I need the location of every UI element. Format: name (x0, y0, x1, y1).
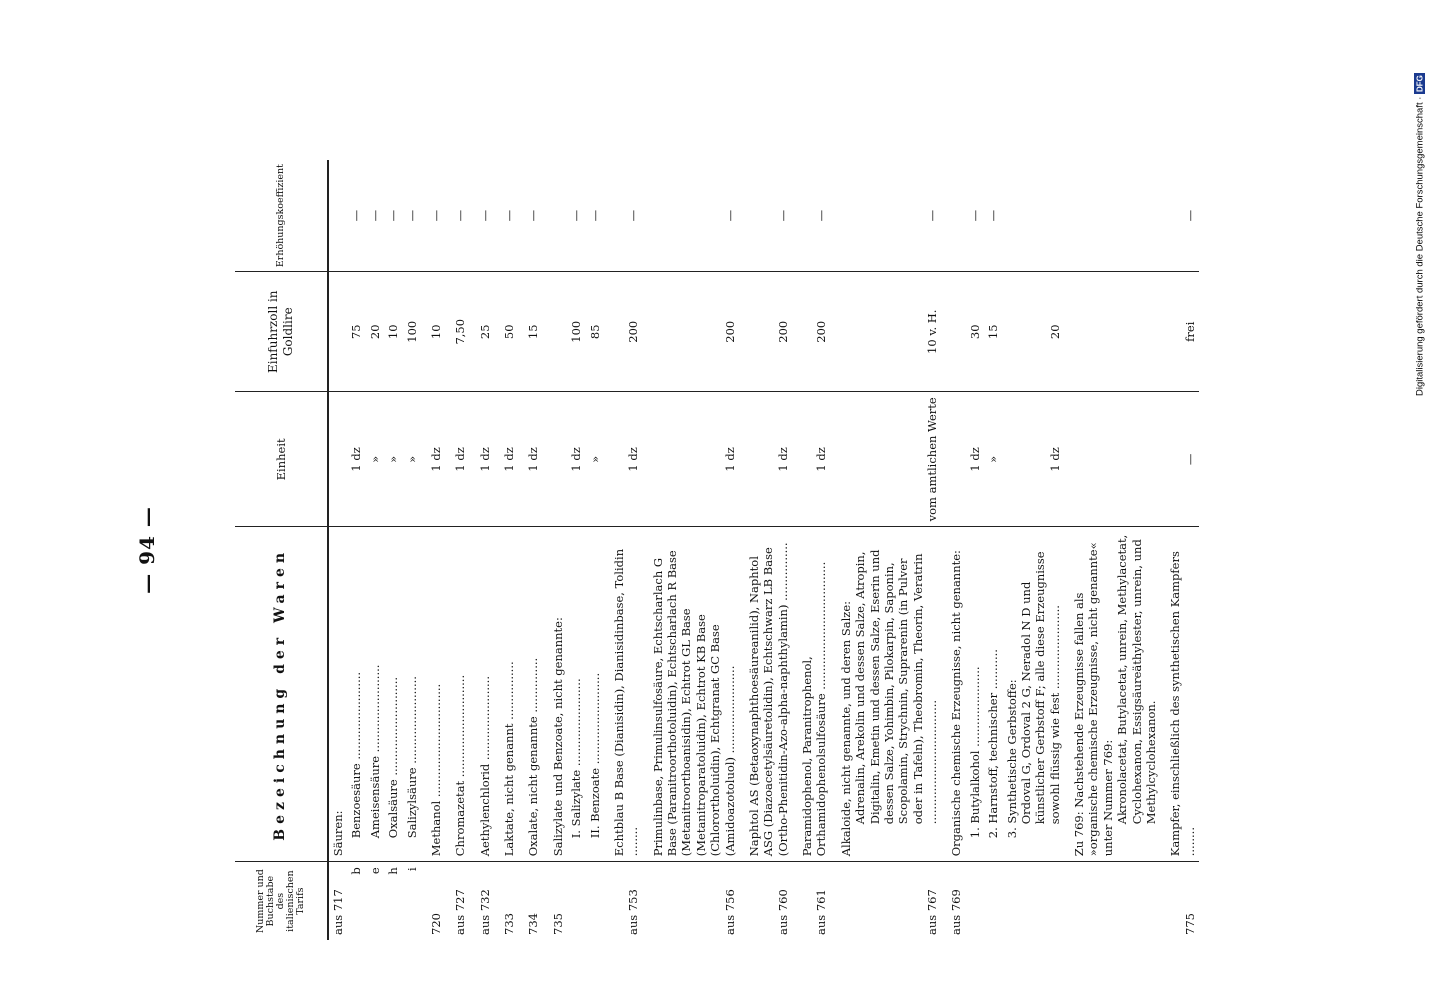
coefficient-cell: — (586, 160, 604, 272)
header-number: Nummer und Buchstabe des italienischen Tarifs (235, 862, 328, 940)
goods-description (518, 527, 542, 862)
unit-cell: 1 dz (1003, 392, 1065, 527)
table-row (643, 160, 739, 940)
description-line: Methanol ............................... (428, 683, 443, 857)
tariff-number: 735 (550, 913, 565, 935)
rate-cell: 7,50 (445, 272, 469, 392)
goods-description (384, 527, 402, 862)
rate-cell: 25 (470, 272, 494, 392)
goods-description (421, 527, 445, 862)
coefficient-cell (328, 160, 347, 272)
unit-cell: 1 dz (966, 392, 984, 527)
header-description: Bezeichnung der Waren (235, 527, 328, 862)
tariff-number (567, 862, 585, 940)
coefficient-cell: — (445, 160, 469, 272)
coefficient-cell: — (1160, 160, 1199, 272)
unit-cell: » (403, 392, 421, 527)
tariff-number: aus 727 (453, 889, 468, 935)
table-row (347, 160, 365, 940)
description-line: Salizylate und Benzoate, nicht genannte: (550, 617, 565, 857)
table-row (966, 160, 984, 940)
unit-cell: 1 dz (518, 392, 542, 527)
coefficient-cell: — (421, 160, 445, 272)
table-row (328, 160, 347, 940)
table-row (445, 160, 469, 940)
table-row (941, 160, 965, 940)
goods-description (984, 527, 1002, 862)
goods-description (586, 527, 604, 862)
description-line: Aethylenchlorid ....................... (477, 676, 492, 857)
coefficient-cell: — (604, 160, 643, 272)
description-line: Adrenalin, Arekolin und dessen Salze, Atropin, Digitalin, Emetin und dessen Salze, Eserin und dessen Salze, Yohimbin, Pilokarpin, Saponin, Scopolamin, Strychnin, Suprarenin (in Pulver oder in Tafeln), Theobromin, Theorin, Veratrin .................................. (853, 549, 939, 825)
description-line: Chromazetat ............................ (453, 674, 468, 857)
coefficient-cell: — (494, 160, 518, 272)
rate-cell: 75 (347, 272, 365, 392)
description-line: 2. Harnstoff, technischer ........... (986, 649, 1001, 839)
table-row (567, 160, 585, 940)
rate-cell: frei (1160, 272, 1199, 392)
tariff-number (1064, 862, 1160, 940)
unit-cell: 1 dz (421, 392, 445, 527)
rate-cell: 50 (494, 272, 518, 392)
table-row (384, 160, 402, 940)
rate-cell: 100 (567, 272, 585, 392)
table-row (421, 160, 445, 940)
unit-cell: » (366, 392, 384, 527)
unit-cell: 1 dz (567, 392, 585, 527)
tariff-number: aus 717 (331, 889, 345, 935)
tariff-number: e (367, 867, 382, 875)
table-row (1160, 160, 1199, 940)
tariff-number: aus 753 (626, 889, 641, 935)
unit-cell: » (384, 392, 402, 527)
unit-cell: 1 dz (604, 392, 643, 527)
unit-cell: » (984, 392, 1002, 527)
dfg-logo: DFG (1415, 74, 1425, 92)
coefficient-cell (1003, 160, 1065, 272)
coefficient-cell: — (366, 160, 384, 272)
table-row (792, 160, 831, 940)
rate-cell: 10 (384, 272, 402, 392)
table-row (1003, 160, 1065, 940)
description-line: Benzoesäure ........................ (349, 671, 364, 839)
description-line: Säuren: (331, 810, 345, 857)
rate-cell: 15 (518, 272, 542, 392)
coefficient-cell (543, 160, 567, 272)
rate-cell: 10 (421, 272, 445, 392)
table-row (739, 160, 792, 940)
tariff-number: aus 769 (949, 889, 964, 935)
unit-cell: 1 dz (470, 392, 494, 527)
coefficient-cell: — (739, 160, 792, 272)
unit-cell: 1 dz (792, 392, 831, 527)
rate-cell: 200 (643, 272, 739, 392)
description-line: Paramidophenol, Paranitrophenol, Orthamidophenolsulfosäure ................................... (800, 561, 829, 857)
goods-description (470, 527, 494, 862)
rate-cell: 200 (792, 272, 831, 392)
rate-cell (543, 272, 567, 392)
coefficient-cell: — (567, 160, 585, 272)
tariff-table (235, 160, 1199, 940)
coefficient-cell: — (643, 160, 739, 272)
table-row (518, 160, 542, 940)
goods-description (543, 527, 567, 862)
table-row (586, 160, 604, 940)
description-line: II. Benzoate ......................... (587, 672, 602, 839)
unit-cell: 1 dz (739, 392, 792, 527)
tariff-number: aus 767 (925, 889, 939, 935)
goods-description (966, 527, 984, 862)
goods-description (366, 527, 384, 862)
goods-description (567, 527, 585, 862)
unit-cell: 1 dz (445, 392, 469, 527)
goods-description (604, 527, 643, 862)
table-row (604, 160, 643, 940)
table-row (1064, 160, 1160, 940)
rate-cell: 10 v. H. (831, 272, 942, 392)
tariff-number: 733 (502, 913, 516, 935)
tariff-number: aus 760 (775, 889, 790, 935)
tariff-number: h (386, 867, 401, 875)
unit-cell (328, 392, 347, 527)
rate-cell: 85 (586, 272, 604, 392)
rate-cell: 15 (984, 272, 1002, 392)
tariff-number (966, 862, 984, 940)
table-row (543, 160, 567, 940)
unit-cell (941, 392, 965, 527)
rotated-page (135, 160, 1235, 940)
page-number: — 94 — (135, 506, 159, 594)
coefficient-cell: — (384, 160, 402, 272)
description-line: Oxalate, nicht genannte ............... (526, 657, 541, 857)
description-line: Oxalsäure ........................... (386, 676, 401, 839)
description-line: Naphtol AS (Betaoxynaphthoesäureanilid), Naphtol ASG (Diazoacetylsäuretolidin), Echtschwarz LB Base (Ortho-Phenitidin-Azo-alpha-naphthylamin) ................ (746, 542, 790, 857)
rate-cell: 20 (366, 272, 384, 392)
table-row (470, 160, 494, 940)
description-line: 3. Synthetische Gerbstoffe: (1004, 679, 1019, 839)
coefficient-cell: — (792, 160, 831, 272)
goods-description (1003, 527, 1065, 862)
goods-description (1064, 527, 1160, 862)
unit-cell (1064, 392, 1160, 527)
coefficient-cell: — (831, 160, 942, 272)
tariff-number: aus 761 (814, 889, 829, 935)
coefficient-cell: — (518, 160, 542, 272)
coefficient-cell: — (403, 160, 421, 272)
unit-cell: 1 dz (494, 392, 518, 527)
unit-cell: — (1160, 392, 1199, 527)
tariff-number (1003, 862, 1065, 940)
table-row (831, 160, 942, 940)
rate-cell (1064, 272, 1160, 392)
tariff-number: i (404, 867, 419, 871)
coefficient-cell: — (984, 160, 1002, 272)
description-line: I. Salizylate ........................ (569, 678, 584, 839)
header-unit: Einheit (235, 392, 328, 527)
tariff-number: b (349, 867, 364, 875)
description-line: Zu 769: Nachstehende Erzeugnisse fallen als »organische chemische Erzeugnisse, nicht genannte« unter Nummer 769: (1072, 542, 1115, 857)
coefficient-cell: — (966, 160, 984, 272)
description-line: Alkaloide, nicht genannte, und deren Salze: (838, 600, 853, 857)
table-body (328, 160, 1199, 940)
description-line: Organische chemische Erzeugnisse, nicht genannte: (949, 550, 964, 857)
description-line: Laktate, nicht genannt ................ (502, 661, 516, 857)
goods-description (494, 527, 518, 862)
tariff-number (984, 862, 1002, 940)
goods-description (792, 527, 831, 862)
rate-cell (941, 272, 965, 392)
tariff-number: 720 (428, 913, 443, 935)
credit-text: Digitalisierung gefördert durch die Deutsche Forschungsgemeinschaft · (1414, 96, 1426, 396)
table-row (403, 160, 421, 940)
table-row (984, 160, 1002, 940)
description-line: Ordoval G, Ordoval 2 G, Neradol N D und künstlicher Gerbstoff F; alle diese Erzeugnisse sowohl flüssig wie fest ....................... (1018, 551, 1062, 825)
rate-cell: 20 (1003, 272, 1065, 392)
rate-cell: 200 (739, 272, 792, 392)
goods-description (328, 527, 347, 862)
unit-cell: 1 dz (643, 392, 739, 527)
description-line: Kampfer, einschließlich des synthetischen Kampfers ........ (1168, 551, 1197, 857)
tariff-number (586, 862, 604, 940)
tariff-number: aus 756 (722, 889, 737, 935)
header-coefficient: Erhöhungskoeffizient (235, 160, 328, 272)
table-row (494, 160, 518, 940)
rate-cell: 100 (403, 272, 421, 392)
unit-cell: 1 dz (347, 392, 365, 527)
rate-cell (328, 272, 347, 392)
goods-description (739, 527, 792, 862)
unit-cell (543, 392, 567, 527)
description-line: Akronolacetat, Butylacetat, unrein, Methylacetat, Cyclohexanon, Essigsäureäthylester, unrein, und Methylcyclohexanon. (1115, 534, 1158, 825)
tariff-number: aus 732 (477, 889, 492, 935)
goods-description (403, 527, 421, 862)
header-rate: Einfuhrzoll in Goldlire (235, 272, 328, 392)
tariff-number: 775 (1182, 913, 1197, 935)
goods-description (347, 527, 365, 862)
coefficient-cell: — (347, 160, 365, 272)
goods-description (643, 527, 739, 862)
unit-cell: vom amtlichen Werte (831, 392, 942, 527)
description-line: 1. Butylalkohol ...................... (967, 666, 982, 839)
description-line: Ameisensäure ........................ (367, 664, 382, 839)
coefficient-cell (941, 160, 965, 272)
description-line: Primulinbase, Primulinsulfosäure, Echtscharlach G Base (Paranitroorthotoluidin), Echtscharlach R Base (Metanitroorthoanisidin), Echtrot GL Base (Metanitroparatoluidin), Echtrot KB Base (Chlorortholuidin), Echtgranat GC Base (Amidoazotoluol) ........................ (650, 550, 737, 857)
header-row (235, 160, 328, 940)
goods-description (831, 527, 942, 862)
goods-description (445, 527, 469, 862)
description-line: Echtblau B Base (Dianisidin), Dianisidinbase, Tolidin ........ (611, 548, 641, 857)
goods-description (941, 527, 965, 862)
credit-line (1410, 6, 1430, 396)
coefficient-cell (1064, 160, 1160, 272)
description-line: Salizylsäure ........................ (404, 676, 419, 839)
rate-cell: 30 (966, 272, 984, 392)
tariff-number: 734 (526, 913, 541, 935)
unit-cell: » (586, 392, 604, 527)
goods-description (1160, 527, 1199, 862)
coefficient-cell: — (470, 160, 494, 272)
table-row (366, 160, 384, 940)
rate-cell: 200 (604, 272, 643, 392)
